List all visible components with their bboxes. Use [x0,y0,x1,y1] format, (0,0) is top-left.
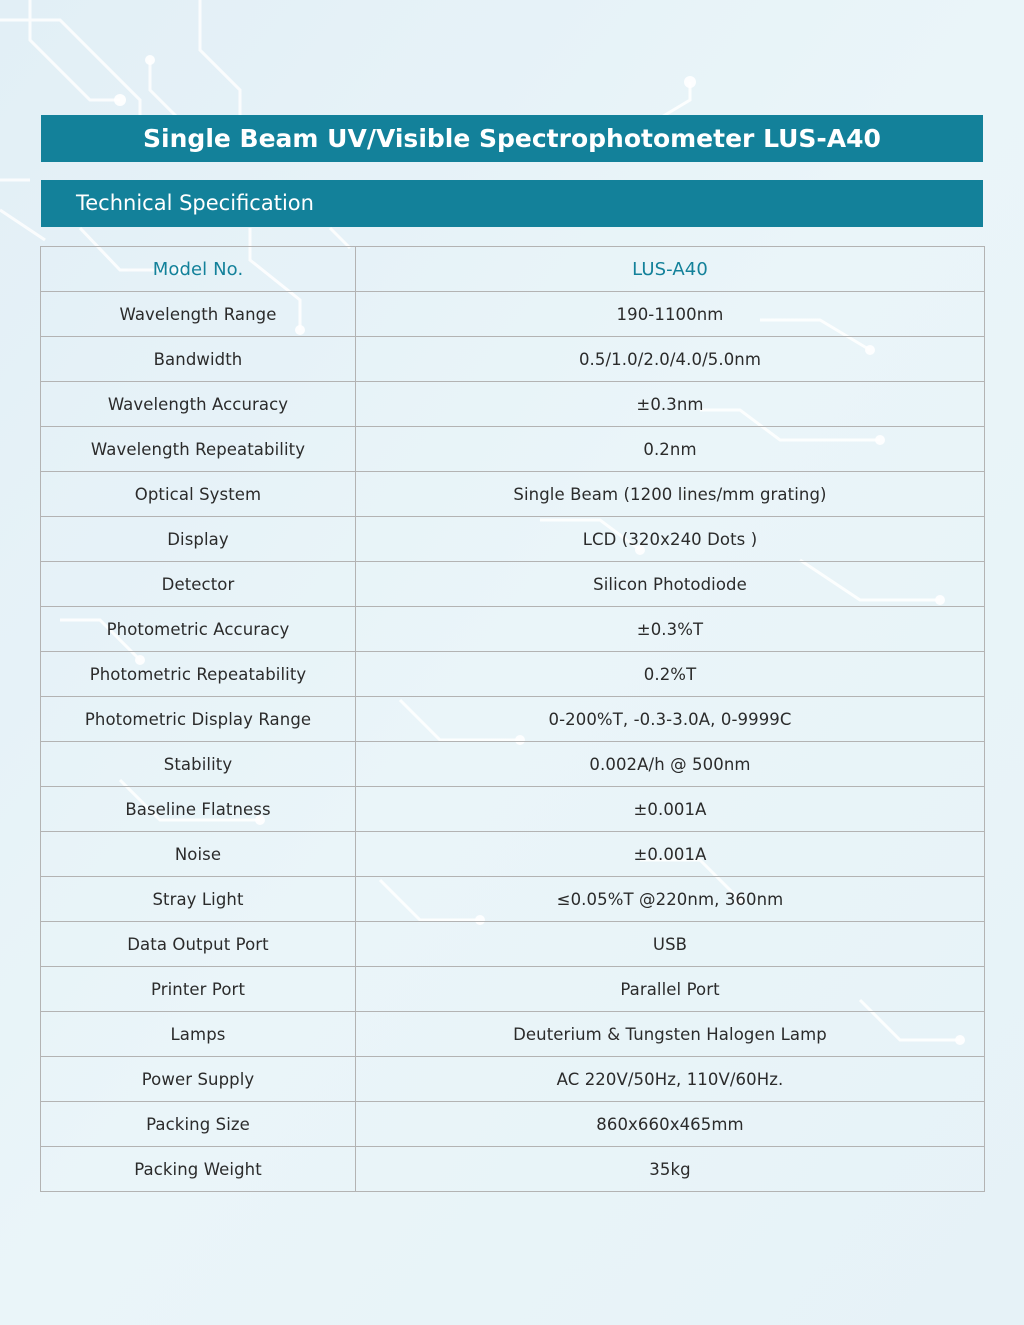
spec-label: Noise [41,832,356,877]
spec-value: ±0.3nm [356,382,985,427]
table-row [41,967,985,1012]
spec-label: Photometric Accuracy [41,607,356,652]
spec-value: Deuterium & Tungsten Halogen Lamp [356,1012,985,1057]
spec-value: 0.2%T [356,652,985,697]
spec-value: ≤0.05%T @220nm, 360nm [356,877,985,922]
table-row [41,562,985,607]
spec-header-value: LUS-A40 [356,247,985,292]
spec-value: Parallel Port [356,967,985,1012]
document-title: Single Beam UV/Visible Spectrophotometer LUS-A40 [41,115,983,162]
spec-value: 860x660x465mm [356,1102,985,1147]
spec-label: Wavelength Accuracy [41,382,356,427]
table-row [41,292,985,337]
table-row [41,1102,985,1147]
spec-value: 35kg [356,1147,985,1192]
table-row [41,742,985,787]
spec-label: Power Supply [41,1057,356,1102]
spec-value: USB [356,922,985,967]
spec-value: LCD (320x240 Dots ) [356,517,985,562]
spec-table [40,246,985,1192]
table-row [41,382,985,427]
table-row [41,607,985,652]
spec-label: Data Output Port [41,922,356,967]
spec-label: Photometric Repeatability [41,652,356,697]
table-row [41,337,985,382]
spec-label: Lamps [41,1012,356,1057]
spec-value: Silicon Photodiode [356,562,985,607]
table-row [41,1147,985,1192]
table-row [41,1057,985,1102]
table-row [41,1012,985,1057]
spec-header-label: Model No. [41,247,356,292]
table-row [41,652,985,697]
spec-value: 0.002A/h @ 500nm [356,742,985,787]
table-row [41,517,985,562]
spec-header-row [41,247,985,292]
spec-value: 0-200%T, -0.3-3.0A, 0-9999C [356,697,985,742]
table-row [41,787,985,832]
spec-label: Packing Size [41,1102,356,1147]
spec-value: ±0.001A [356,832,985,877]
spec-label: Detector [41,562,356,607]
spec-label: Photometric Display Range [41,697,356,742]
spec-label: Baseline Flatness [41,787,356,832]
spec-label: Bandwidth [41,337,356,382]
spec-value: AC 220V/50Hz, 110V/60Hz. [356,1057,985,1102]
spec-value: 0.5/1.0/2.0/4.0/5.0nm [356,337,985,382]
table-row [41,427,985,472]
table-row [41,472,985,517]
spec-label: Display [41,517,356,562]
spec-value: 0.2nm [356,427,985,472]
spec-label: Wavelength Repeatability [41,427,356,472]
table-row [41,877,985,922]
spec-value: 190-1100nm [356,292,985,337]
spec-value: ±0.001A [356,787,985,832]
spec-value: ±0.3%T [356,607,985,652]
table-row [41,697,985,742]
spec-label: Optical System [41,472,356,517]
spec-label: Printer Port [41,967,356,1012]
section-heading: Technical Specification [41,180,983,227]
table-row [41,922,985,967]
spec-label: Wavelength Range [41,292,356,337]
spec-value: Single Beam (1200 lines/mm grating) [356,472,985,517]
spec-label: Stability [41,742,356,787]
table-row [41,832,985,877]
spec-label: Packing Weight [41,1147,356,1192]
spec-label: Stray Light [41,877,356,922]
